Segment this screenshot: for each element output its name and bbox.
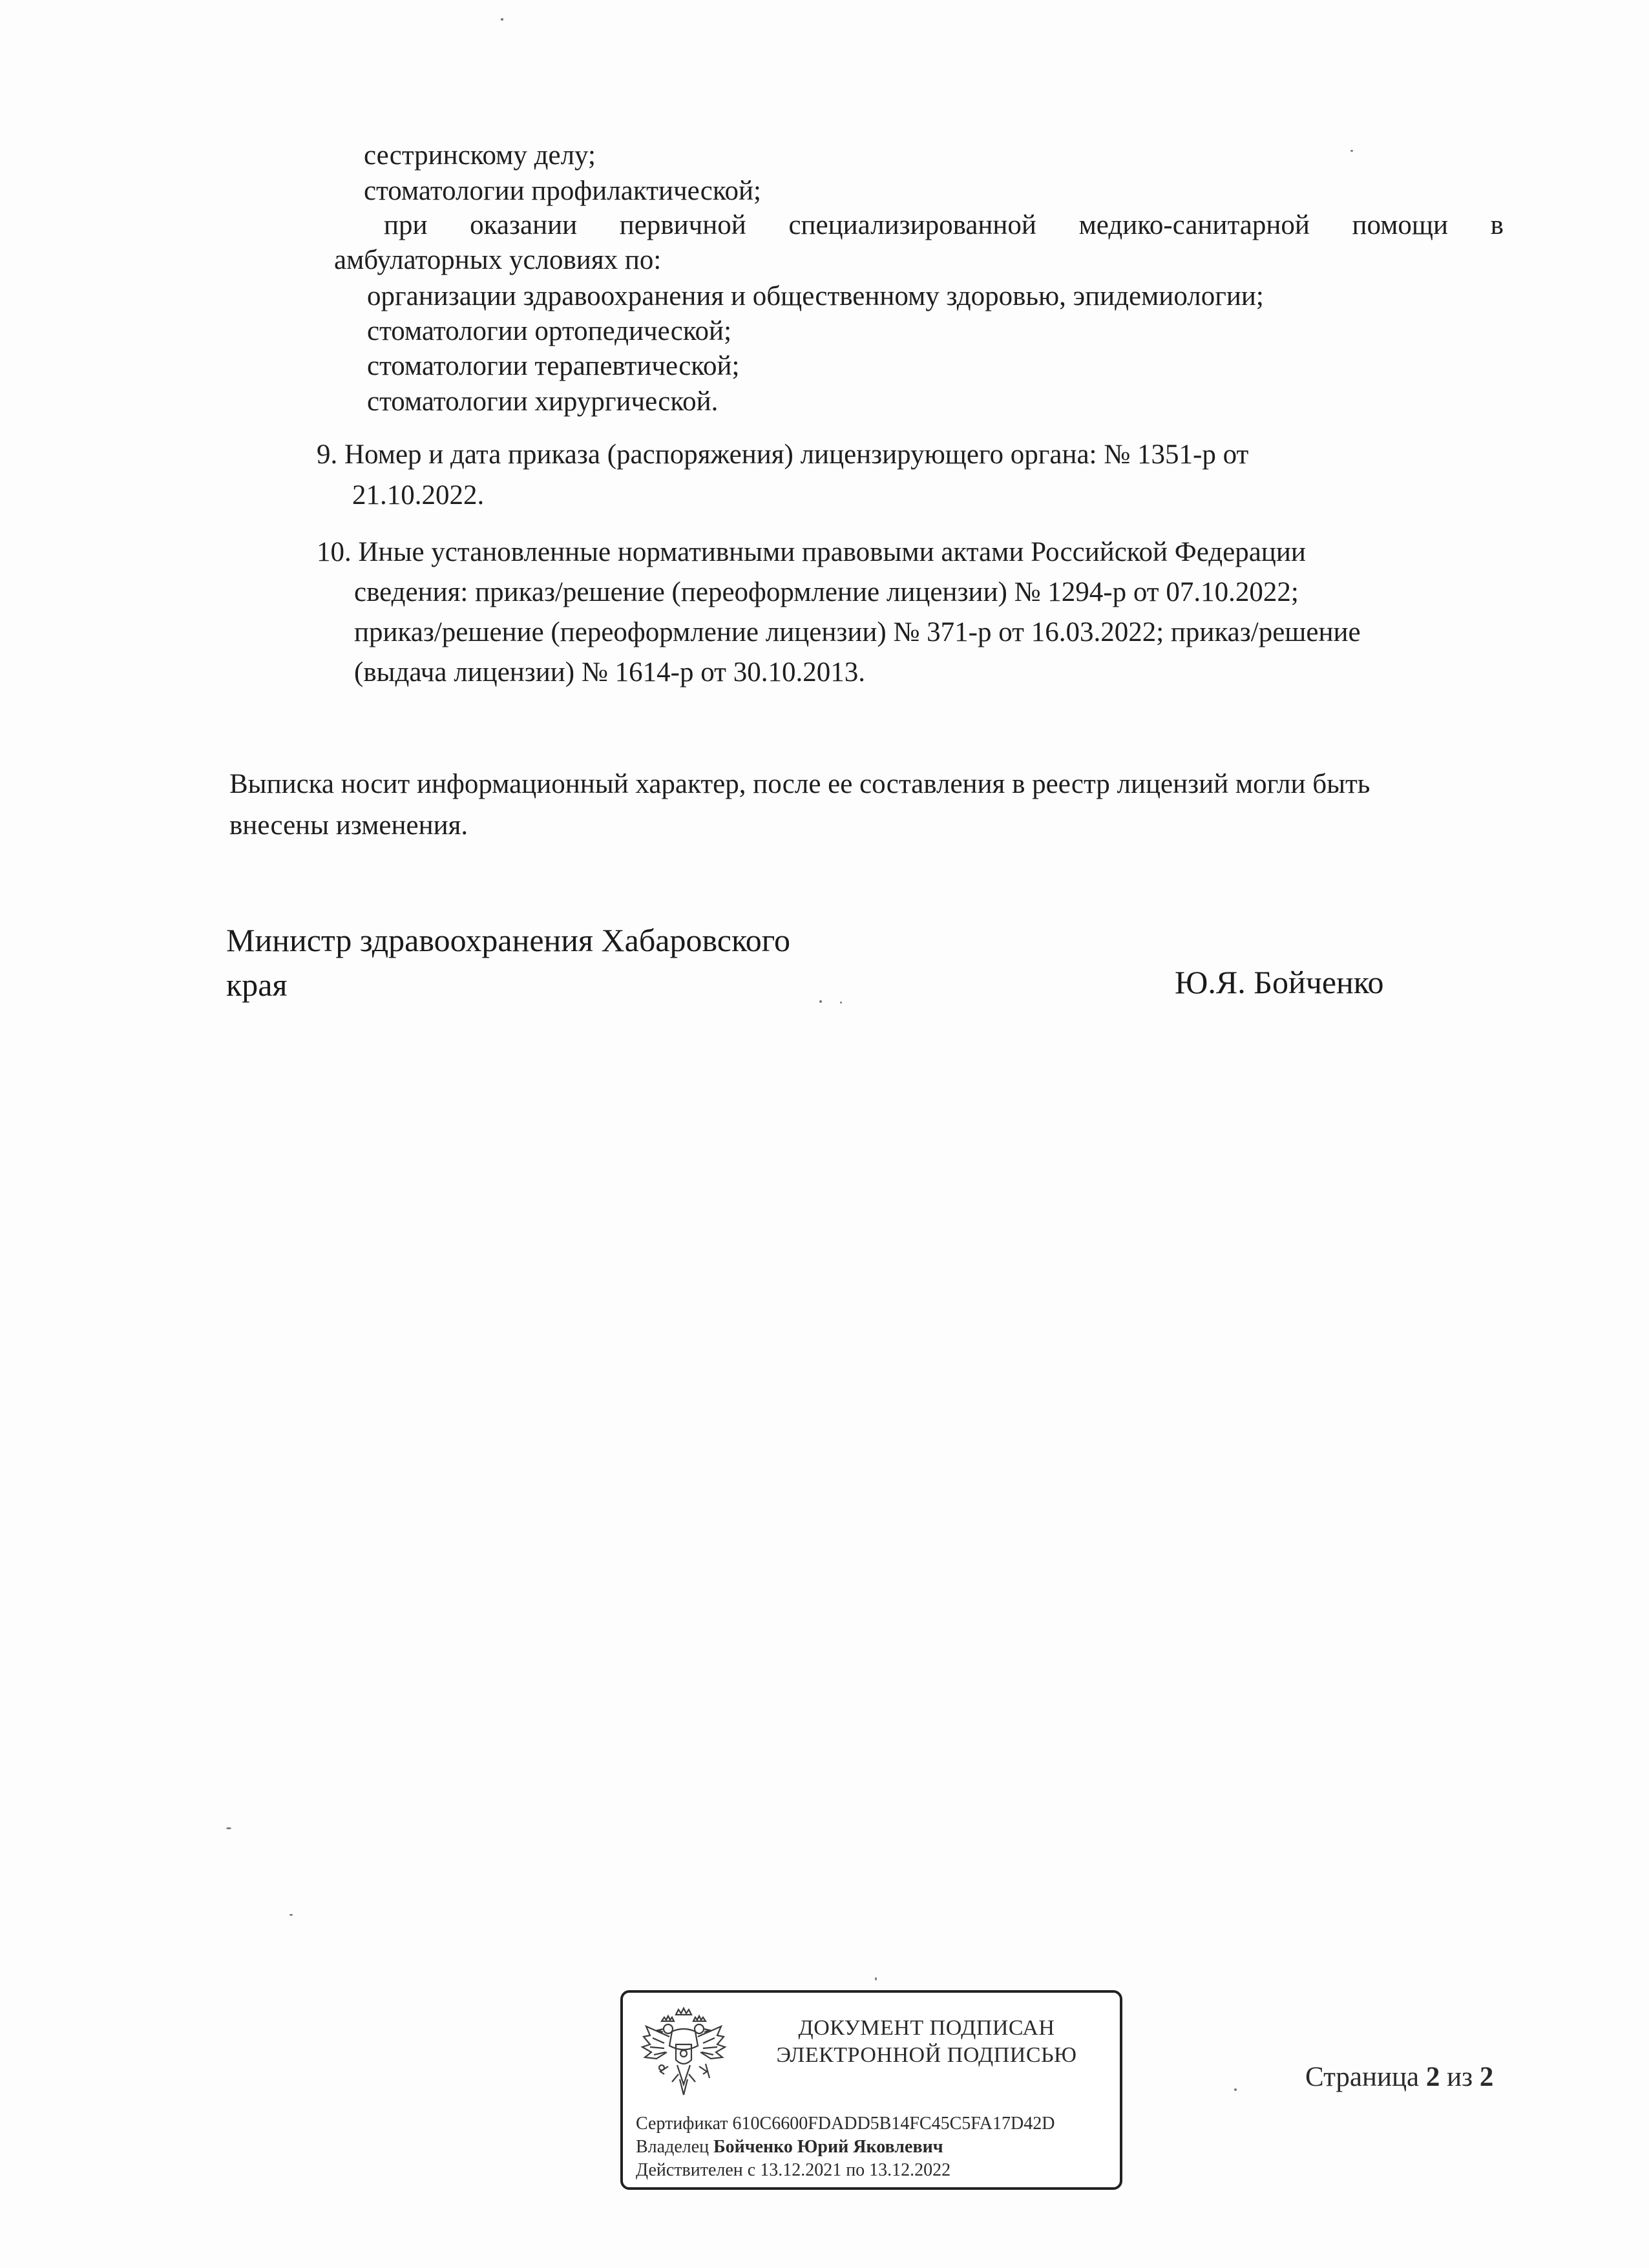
scan-speck: [226, 1827, 231, 1829]
section-10-line: приказ/решение (переоформление лицензии) № 371-р от 16.03.2022; приказ/решение: [354, 617, 1361, 647]
section-10-line: сведения: приказ/решение (переоформление лицензии) № 1294-р от 07.10.2022;: [354, 577, 1299, 607]
stamp-validity: Действителен с 13.12.2021 по 13.12.2022: [636, 2160, 951, 2180]
section-10-line: (выдача лицензии) № 1614-р от 30.10.2013.: [354, 657, 865, 688]
russian-coat-of-arms-icon: [638, 2007, 729, 2104]
stamp-heading-line: ЭЛЕКТРОННОЙ ПОДПИСЬЮ: [776, 2043, 1077, 2067]
scan-speck: [289, 1914, 293, 1916]
page-number-separator: из: [1447, 2062, 1473, 2092]
signatory-position: края: [226, 967, 288, 1003]
notice-line: внесены изменения.: [229, 810, 468, 841]
notice-line: Выписка носит информационный характер, после ее составления в реестр лицензий могли быть: [229, 769, 1371, 799]
scan-speck: [1234, 2088, 1237, 2091]
page-number-prefix: Страница: [1305, 2062, 1420, 2092]
stamp-owner-label: Владелец: [636, 2137, 709, 2157]
stamp-certificate-value: 610C6600FDADD5B14FC45C5FA17D42D: [732, 2114, 1055, 2134]
section-10-line: 10. Иные установленные нормативными правовыми актами Российской Федерации: [317, 537, 1306, 567]
stamp-heading: [746, 2015, 1108, 2069]
scan-speck: [840, 1002, 842, 1003]
stamp-certificate-label: Сертификат: [636, 2114, 728, 2134]
stamp-owner-value: Бойченко Юрий Яковлевич: [713, 2137, 943, 2157]
scan-speck: [819, 1000, 822, 1003]
scan-speck: [875, 1977, 877, 1980]
section-9-line: 9. Номер и дата приказа (распоряжения) лицензирующего органа: № 1351-р от: [317, 439, 1249, 470]
list-item: стоматологии хирургической.: [367, 386, 719, 417]
page-number-total: 2: [1479, 2062, 1494, 2092]
list-item: стоматологии терапевтической;: [367, 351, 740, 381]
page-number: [1305, 2060, 1493, 2095]
electronic-signature-stamp: [620, 1990, 1122, 2190]
subheading-line: при оказании первичной специализированной медико-санитарной помощи в: [384, 210, 1504, 240]
list-item: организации здравоохранения и общественному здоровью, эпидемиологии;: [367, 281, 1264, 311]
stamp-certificate: [636, 2113, 1055, 2135]
list-item: стоматологии профилактической;: [364, 176, 761, 206]
signatory-position: Министр здравоохранения Хабаровского: [226, 922, 790, 958]
signatory-name: Ю.Я. Бойченко: [1175, 964, 1384, 1000]
section-9-line: 21.10.2022.: [352, 480, 485, 510]
page-number-current: 2: [1425, 2062, 1440, 2092]
list-item: стоматологии ортопедической;: [367, 316, 732, 346]
scan-speck: [1350, 150, 1353, 152]
subheading-line: амбулаторных условиях по:: [334, 245, 662, 275]
stamp-heading-line: ДОКУМЕНТ ПОДПИСАН: [798, 2016, 1055, 2040]
list-item: сестринскому делу;: [364, 140, 596, 171]
scan-speck: [501, 18, 503, 21]
stamp-owner: [636, 2136, 943, 2158]
